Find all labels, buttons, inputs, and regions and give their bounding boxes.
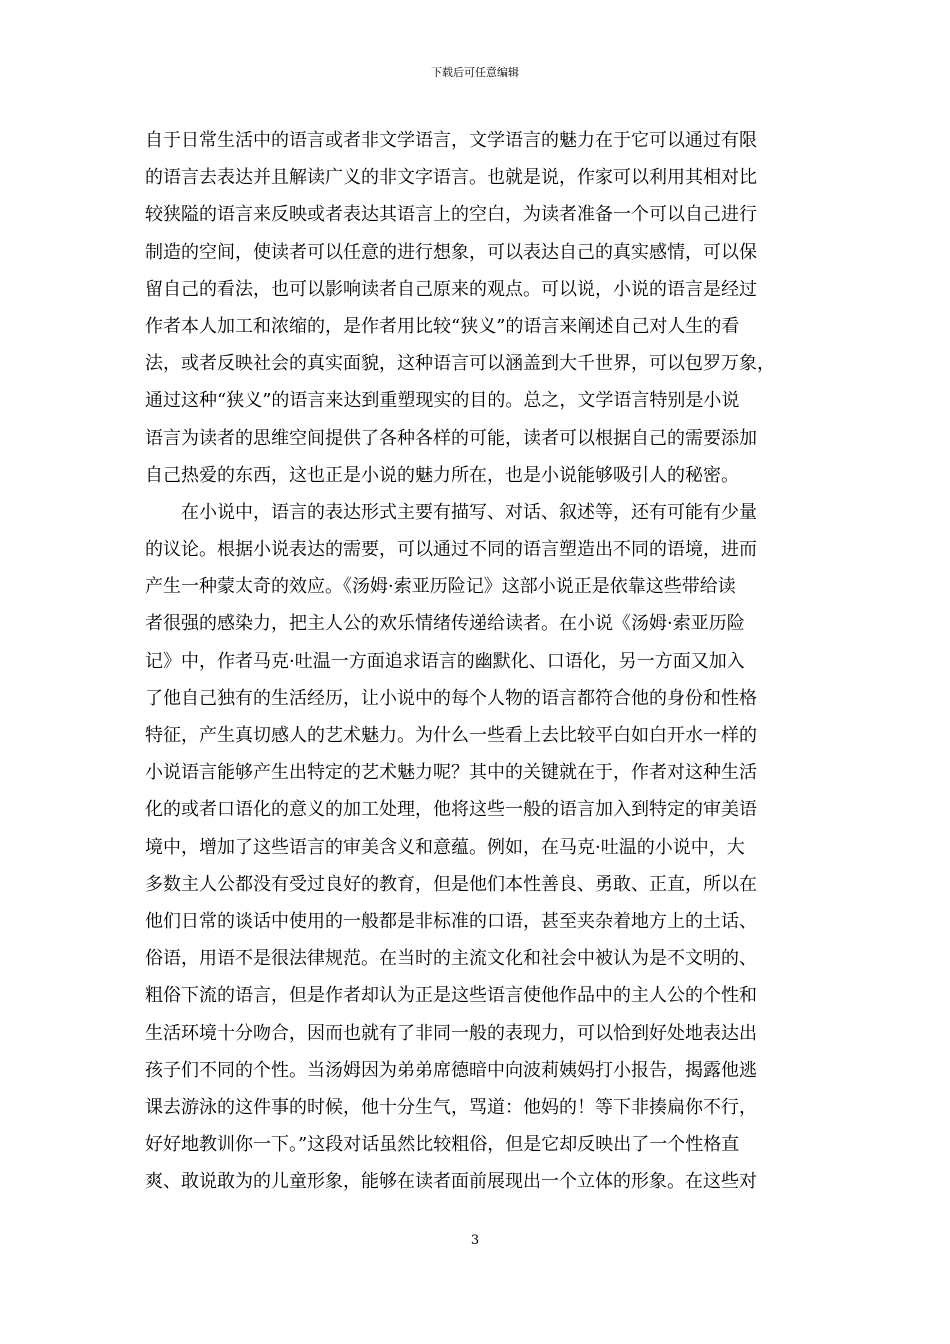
page-number: 3: [470, 1233, 480, 1248]
text-line: 者很强的感染力，把主人公的欢乐情绪传递给读者。在小说《汤姆·索亚历险: [145, 613, 745, 635]
text-line: 孩子们不同的个性。当汤姆因为弟弟席德暗中向波莉姨妈打小报告，揭露他逃: [145, 1059, 757, 1081]
text-line: 爽、敢说敢为的儿童形象，能够在读者面前展现出一个立体的形象。在这些对: [145, 1171, 757, 1193]
text-line: 较狭隘的语言来反映或者表达其语言上的空白，为读者准备一个可以自己进行: [145, 204, 757, 226]
text-line: 作者本人加工和浓缩的，是作者用比较“狭义”的语言来阐述自己对人生的看: [145, 315, 740, 337]
text-line: 他们日常的谈话中使用的一般都是非标准的口语，甚至夹杂着地方上的土话、: [145, 910, 757, 932]
text-line: 留自己的看法，也可以影响读者自己原来的观点。可以说，小说的语言是经过: [145, 278, 757, 300]
body-text: [145, 122, 805, 1200]
text-line: 法，或者反映社会的真实面貌，这种语言可以涵盖到大千世界，可以包罗万象，: [145, 353, 775, 375]
page-header: 下载后可任意编辑: [431, 66, 519, 79]
text-line: 境中，增加了这些语言的审美含义和意蕴。例如，在马克·吐温的小说中，大: [145, 836, 745, 858]
text-line: 语言为读者的思维空间提供了各种各样的可能，读者可以根据自己的需要添加: [145, 427, 757, 449]
text-line: 课去游泳的这件事的时候，他十分生气，骂道：他妈的！等下非揍扁你不行，: [145, 1096, 757, 1118]
text-line: 粗俗下流的语言，但是作者却认为正是这些语言使他作品中的主人公的个性和: [145, 985, 757, 1007]
text-line: 的议论。根据小说表达的需要，可以通过不同的语言塑造出不同的语境，进而: [145, 539, 757, 561]
text-line: 俗语，用语不是很法律规范。在当时的主流文化和社会中被认为是不文明的、: [145, 948, 757, 970]
text-line: 记》中，作者马克·吐温一方面追求语言的幽默化、口语化，另一方面又加入: [145, 650, 745, 672]
text-line: 多数主人公都没有受过良好的教育，但是他们本性善良、勇敢、正直，所以在: [145, 873, 757, 895]
text-line: 了他自己独有的生活经历，让小说中的每个人物的语言都符合他的身份和性格: [145, 687, 757, 709]
text-line: 的语言去表达并且解读广义的非文字语言。也就是说，作家可以利用其相对比: [145, 167, 757, 189]
text-line: 自于日常生活中的语言或者非文学语言，文学语言的魅力在于它可以通过有限: [145, 130, 757, 151]
text-line: 好好地教训你一下。”这段对话虽然比较粗俗，但是它却反映出了一个性格直: [145, 1134, 740, 1156]
text-line: 小说语言能够产生出特定的艺术魅力呢？其中的关键就在于，作者对这种生活: [145, 762, 757, 784]
text-line: 自己热爱的东西，这也正是小说的魅力所在，也是小说能够吸引人的秘密。: [145, 464, 739, 486]
text-line: 生活环境十分吻合，因而也就有了非同一般的表现力，可以恰到好处地表达出: [145, 1022, 757, 1044]
text-line: 在小说中，语言的表达形式主要有描写、对话、叙述等，还有可能有少量: [145, 501, 757, 523]
text-line: 制造的空间，使读者可以任意的进行想象，可以表达自己的真实感情，可以保: [145, 241, 757, 263]
text-line: 通过这种“狭义”的语言来达到重塑现实的目的。总之，文学语言特别是小说: [145, 390, 740, 412]
text-line: 化的或者口语化的意义的加工处理，他将这些一般的语言加入到特定的审美语: [145, 799, 757, 821]
text-line: 特征，产生真切感人的艺术魅力。为什么一些看上去比较平白如白开水一样的: [145, 725, 757, 746]
text-line: 产生一种蒙太奇的效应。《汤姆·索亚历险记》这部小说正是依靠这些带给读: [145, 576, 736, 598]
